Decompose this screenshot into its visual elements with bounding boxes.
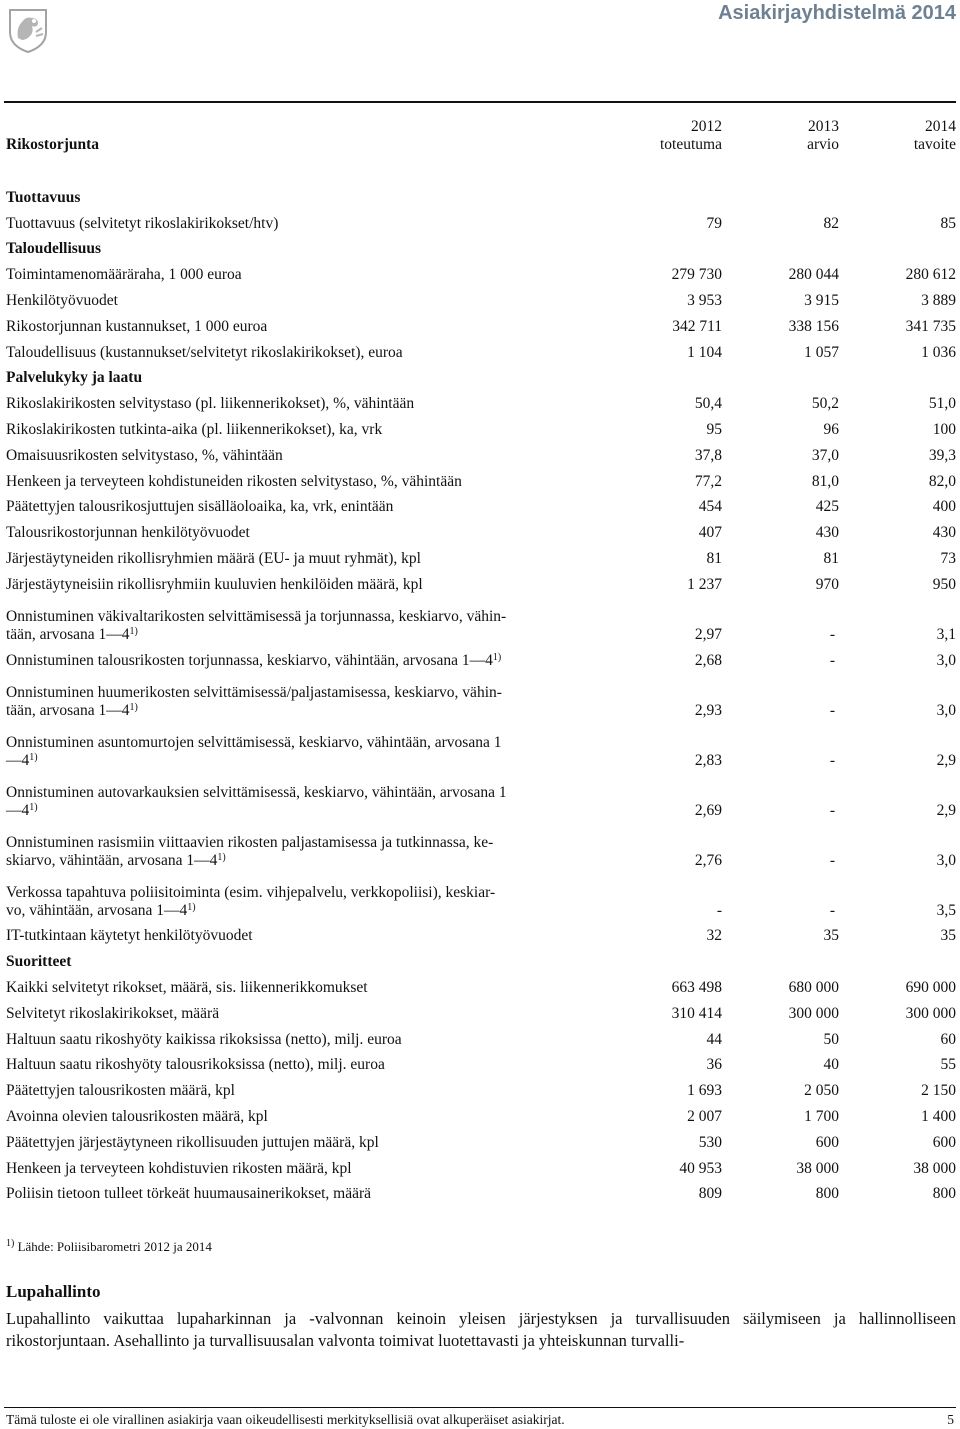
cell-2014: 800 bbox=[932, 1185, 956, 1203]
cell-2012: 32 bbox=[706, 927, 722, 945]
section-row bbox=[6, 233, 956, 259]
cell-2013: 1 057 bbox=[804, 343, 839, 361]
cell-2012: 79 bbox=[706, 214, 722, 232]
cell-2013: 1 700 bbox=[804, 1107, 839, 1125]
row-label bbox=[6, 439, 606, 465]
cell-2013: - bbox=[829, 851, 835, 869]
row-label-text: Selvitetyt rikoslakirikokset, määrä bbox=[6, 1004, 220, 1022]
cell-2013: - bbox=[829, 625, 835, 643]
row-label-text: Talousrikostorjunnan henkilötyövuodet bbox=[6, 524, 250, 542]
cell-2013: 81,0 bbox=[811, 472, 839, 490]
cell-2013: 2 050 bbox=[804, 1082, 839, 1100]
row-label-text: Henkeen ja terveyteen kohdistuvien rikosten määrä, kpl bbox=[6, 1159, 352, 1177]
row-label-line2: tään, arvosana 1—4 bbox=[6, 625, 130, 643]
table-row bbox=[6, 284, 956, 310]
cell-2012: 454 bbox=[698, 498, 722, 516]
row-label bbox=[6, 870, 606, 920]
row-label bbox=[6, 336, 606, 362]
row-label-text: Järjestäytyneiden rikollisryhmien määrä (EU- ja muut ryhmät), kpl bbox=[6, 549, 421, 567]
row-label-text: IT-tutkintaan käytetyt henkilötyövuodet bbox=[6, 927, 253, 945]
row-label bbox=[6, 997, 606, 1023]
cell-2014: 2,9 bbox=[936, 801, 956, 819]
table-row bbox=[6, 820, 956, 870]
footnote-marker: 1) bbox=[6, 1238, 15, 1249]
cell-2012: 407 bbox=[698, 524, 722, 542]
table-row bbox=[6, 644, 956, 670]
cell-2013: - bbox=[829, 701, 835, 719]
table-row bbox=[6, 336, 956, 362]
cell-2012: 2,97 bbox=[694, 625, 722, 643]
table-row bbox=[6, 491, 956, 517]
cell-2013: 430 bbox=[815, 524, 839, 542]
cell-2013: 81 bbox=[823, 549, 839, 567]
cell-2014: 3 889 bbox=[921, 291, 956, 309]
table-row bbox=[6, 1100, 956, 1126]
cell-2013: 96 bbox=[823, 420, 839, 438]
row-label bbox=[6, 1100, 606, 1126]
cell-2012: 2,68 bbox=[694, 651, 722, 669]
row-label-line2: —4 bbox=[6, 751, 30, 769]
rikostorjunta-table bbox=[6, 106, 956, 1203]
cell-2014: 3,0 bbox=[936, 701, 956, 719]
row-label-text: Rikostorjunnan kustannukset, 1 000 euroa bbox=[6, 317, 268, 335]
cell-2012: 1 693 bbox=[687, 1082, 722, 1100]
row-label bbox=[6, 770, 606, 820]
cell-2014: 85 bbox=[940, 214, 956, 232]
cell-2013: - bbox=[829, 801, 835, 819]
footnote-reference: 1) bbox=[129, 625, 138, 637]
cell-2014: 2,9 bbox=[936, 751, 956, 769]
row-label bbox=[6, 820, 606, 870]
table-row bbox=[6, 258, 956, 284]
cell-2014: 690 000 bbox=[905, 978, 956, 996]
cell-2012: 342 711 bbox=[672, 317, 722, 335]
cell-2014: 60 bbox=[940, 1030, 956, 1048]
cell-2014: 1 036 bbox=[921, 343, 956, 361]
cell-2014: 430 bbox=[932, 524, 956, 542]
row-label-line1: Onnistuminen asuntomurtojen selvittämisessä, keskiarvo, vähintään, arvosana 1 bbox=[6, 733, 502, 751]
row-label-text: Haltuun saatu rikoshyöty kaikissa rikoksissa (netto), milj. euroa bbox=[6, 1030, 402, 1048]
row-label bbox=[6, 644, 606, 670]
cell-2014: 2 150 bbox=[921, 1082, 956, 1100]
cell-2012: 37,8 bbox=[694, 446, 722, 464]
footnote-text: Lähde: Poliisibarometri 2012 ja 2014 bbox=[17, 1239, 212, 1254]
section-label: Tuottavuus bbox=[6, 188, 81, 206]
row-label-line2: —4 bbox=[6, 801, 30, 819]
row-label bbox=[6, 258, 606, 284]
column-header-2014: 2014 tavoite bbox=[913, 118, 956, 153]
table-row bbox=[6, 670, 956, 720]
section-row bbox=[6, 945, 956, 971]
cell-2013: 82 bbox=[823, 214, 839, 232]
cell-2013: 37,0 bbox=[811, 446, 839, 464]
cell-2013: 800 bbox=[815, 1185, 839, 1203]
cell-2013: 35 bbox=[823, 927, 839, 945]
cell-2014: 300 000 bbox=[905, 1004, 956, 1022]
row-label bbox=[6, 465, 606, 491]
table-row bbox=[6, 1074, 956, 1100]
row-label-line1: Verkossa tapahtuva poliisitoiminta (esim. vihjepalvelu, verkkopoliisi), keskiar- bbox=[6, 883, 496, 901]
cell-2014: 400 bbox=[932, 498, 956, 516]
row-label-text: Henkeen ja terveyteen kohdistuneiden rikosten selvitystaso, %, vähintään bbox=[6, 472, 462, 490]
table-row bbox=[6, 1152, 956, 1178]
cell-2012: 530 bbox=[698, 1133, 722, 1151]
cell-2013: 680 000 bbox=[788, 978, 839, 996]
row-label bbox=[6, 971, 606, 997]
cell-2014: 39,3 bbox=[928, 446, 956, 464]
row-label-text: Rikoslakirikosten tutkinta-aika (pl. liikennerikokset), ka, vrk bbox=[6, 420, 383, 438]
row-label-text: Poliisin tietoon tulleet törkeät huumausainerikokset, määrä bbox=[6, 1185, 372, 1203]
section-label: Suoritteet bbox=[6, 953, 72, 971]
footer-rule bbox=[4, 1407, 956, 1408]
footnote-reference: 1) bbox=[217, 851, 226, 863]
cell-2012: 2,76 bbox=[694, 851, 722, 869]
row-label bbox=[6, 542, 606, 568]
footnote-reference: 1) bbox=[29, 801, 38, 813]
row-label-text: Henkilötyövuodet bbox=[6, 291, 118, 309]
cell-2012: 2 007 bbox=[687, 1107, 722, 1125]
table-row bbox=[6, 997, 956, 1023]
cell-2013: 600 bbox=[815, 1133, 839, 1151]
cell-2012: 2,83 bbox=[694, 751, 722, 769]
row-label bbox=[6, 1126, 606, 1152]
table-row bbox=[6, 207, 956, 233]
cell-2013: - bbox=[829, 901, 835, 919]
cell-2014: 950 bbox=[932, 575, 956, 593]
cell-2013: 300 000 bbox=[788, 1004, 839, 1022]
row-label-line1: Onnistuminen väkivaltarikosten selvittämisessä ja torjunnassa, keskiarvo, vähin- bbox=[6, 607, 507, 625]
cell-2014: 35 bbox=[940, 927, 956, 945]
cell-2012: 279 730 bbox=[671, 266, 722, 284]
table-row bbox=[6, 920, 956, 946]
cell-2013: 50,2 bbox=[811, 395, 839, 413]
row-label bbox=[6, 568, 606, 594]
cell-2012: 809 bbox=[698, 1185, 722, 1203]
cell-2012: 44 bbox=[706, 1030, 722, 1048]
row-label-text: Taloudellisuus (kustannukset/selvitetyt rikoslakirikokset), euroa bbox=[6, 343, 403, 361]
row-label bbox=[6, 1152, 606, 1178]
cell-2013: 40 bbox=[823, 1056, 839, 1074]
table-row bbox=[6, 413, 956, 439]
table-row bbox=[6, 439, 956, 465]
row-label bbox=[6, 387, 606, 413]
cell-2013: 38 000 bbox=[796, 1159, 839, 1177]
cell-2014: 3,0 bbox=[936, 851, 956, 869]
footnote-reference: 1) bbox=[29, 751, 38, 763]
table-title: Rikostorjunta bbox=[6, 136, 100, 153]
row-label-text: Päätettyjen talousrikosjuttujen sisälläoloaika, ka, vrk, enintään bbox=[6, 498, 394, 516]
cell-2012: 310 414 bbox=[671, 1004, 722, 1022]
row-label-text: Päätettyjen talousrikosten määrä, kpl bbox=[6, 1082, 235, 1100]
spacer-row bbox=[6, 154, 956, 181]
row-label-line2: tään, arvosana 1—4 bbox=[6, 701, 130, 719]
table-row bbox=[6, 1023, 956, 1049]
row-label bbox=[6, 284, 606, 310]
section-row bbox=[6, 181, 956, 207]
section-paragraph: Lupahallinto vaikuttaa lupaharkinnan ja -valvonnan keinoin yleisen järjestyksen ja turvallisuuden säilymiseen ja hallinnolliseen rikostorjuntaan. Asehallinto ja turvallisuusalan valvonta toimivat luotettavasti ja yhteiskunnan turvalli- bbox=[6, 1309, 956, 1350]
section-row bbox=[6, 362, 956, 388]
cell-2012: 50,4 bbox=[694, 395, 722, 413]
row-label bbox=[6, 1023, 606, 1049]
row-label bbox=[6, 491, 606, 517]
table-row bbox=[6, 568, 956, 594]
cell-2012: 95 bbox=[706, 420, 722, 438]
cell-2013: 50 bbox=[823, 1030, 839, 1048]
cell-2012: 81 bbox=[706, 549, 722, 567]
table-row bbox=[6, 1178, 956, 1204]
cell-2014: 1 400 bbox=[921, 1107, 956, 1125]
table-row bbox=[6, 465, 956, 491]
cell-2013: - bbox=[829, 651, 835, 669]
table-row bbox=[6, 870, 956, 920]
cell-2014: 3,0 bbox=[936, 651, 956, 669]
cell-2014: 51,0 bbox=[928, 395, 956, 413]
cell-2012: 77,2 bbox=[694, 472, 722, 490]
column-header-2012: 2012 toteutuma bbox=[660, 118, 722, 153]
cell-2012: 3 953 bbox=[687, 291, 722, 309]
footnote-reference: 1) bbox=[187, 901, 196, 913]
lion-coat-of-arms-icon bbox=[6, 4, 50, 54]
cell-2012: 2,69 bbox=[694, 801, 722, 819]
cell-2013: 338 156 bbox=[788, 317, 839, 335]
table-row bbox=[6, 770, 956, 820]
cell-2014: 600 bbox=[932, 1133, 956, 1151]
cell-2014: 73 bbox=[940, 549, 956, 567]
cell-2012: 663 498 bbox=[671, 978, 722, 996]
row-label bbox=[6, 1049, 606, 1075]
cell-2014: 3,1 bbox=[936, 625, 956, 643]
row-label-text: Haltuun saatu rikoshyöty talousrikoksissa (netto), milj. euroa bbox=[6, 1056, 385, 1074]
row-label bbox=[6, 516, 606, 542]
row-label bbox=[6, 670, 606, 720]
cell-2012: 40 953 bbox=[679, 1159, 722, 1177]
table-header-row bbox=[6, 106, 956, 154]
page-number: 5 bbox=[947, 1412, 954, 1427]
row-label bbox=[6, 594, 606, 644]
table-row bbox=[6, 1126, 956, 1152]
table-row bbox=[6, 594, 956, 644]
section-heading: Lupahallinto bbox=[6, 1282, 101, 1301]
cell-2014: 55 bbox=[940, 1056, 956, 1074]
row-label bbox=[6, 1074, 606, 1100]
row-label-line1: Onnistuminen autovarkauksien selvittämisessä, keskiarvo, vähintään, arvosana 1 bbox=[6, 783, 507, 801]
row-label bbox=[6, 920, 606, 946]
footnote-reference: 1) bbox=[129, 701, 138, 713]
row-label-line2: vo, vähintään, arvosana 1—4 bbox=[6, 901, 188, 919]
section-label: Palvelukyky ja laatu bbox=[6, 369, 143, 387]
row-label-text: Järjestäytyneisiin rikollisryhmiin kuuluvien henkilöiden määrä, kpl bbox=[6, 575, 423, 593]
table-row bbox=[6, 387, 956, 413]
row-label bbox=[6, 310, 606, 336]
row-label-text: Kaikki selvitetyt rikokset, määrä, sis. liikennerikkomukset bbox=[6, 978, 368, 996]
section-label: Taloudellisuus bbox=[6, 240, 102, 258]
cell-2012: 2,93 bbox=[694, 701, 722, 719]
cell-2014: 82,0 bbox=[928, 472, 956, 490]
row-label-text: Omaisuusrikosten selvitystaso, %, vähintään bbox=[6, 446, 283, 464]
cell-2014: 100 bbox=[932, 420, 956, 438]
row-label-text: Avoinna olevien talousrikosten määrä, kpl bbox=[6, 1107, 268, 1125]
row-label-line2: skiarvo, vähintään, arvosana 1—4 bbox=[6, 851, 218, 869]
footnote-reference: 1) bbox=[492, 651, 502, 663]
cell-2012: - bbox=[716, 901, 722, 919]
cell-2014: 341 735 bbox=[905, 317, 956, 335]
row-label bbox=[6, 207, 606, 233]
cell-2013: 3 915 bbox=[804, 291, 839, 309]
table-row bbox=[6, 542, 956, 568]
row-label-text: Tuottavuus (selvitetyt rikoslakirikokset/htv) bbox=[6, 214, 279, 232]
cell-2014: 3,5 bbox=[936, 901, 956, 919]
cell-2012: 36 bbox=[706, 1056, 722, 1074]
row-label-text: Rikoslakirikosten selvitystaso (pl. liikennerikokset), %, vähintään bbox=[6, 395, 415, 413]
cell-2013: 280 044 bbox=[788, 266, 839, 284]
cell-2013: 970 bbox=[815, 575, 839, 593]
cell-2014: 280 612 bbox=[905, 266, 956, 284]
table-row bbox=[6, 1049, 956, 1075]
row-label bbox=[6, 1178, 606, 1204]
cell-2012: 1 104 bbox=[687, 343, 722, 361]
column-header-2013: 2013 arvio bbox=[807, 118, 839, 153]
table-row bbox=[6, 720, 956, 770]
cell-2012: 1 237 bbox=[687, 575, 722, 593]
row-label bbox=[6, 720, 606, 770]
row-label-text: Onnistuminen talousrikosten torjunnassa, keskiarvo, vähintään, arvosana 1—4 bbox=[6, 651, 493, 669]
footer-disclaimer: Tämä tuloste ei ole virallinen asiakirja vaan oikeudellisesti merkityksellisiä ovat alkuperäiset asiakirjat. bbox=[6, 1412, 565, 1427]
table-row bbox=[6, 971, 956, 997]
row-label-line1: Onnistuminen huumerikosten selvittämisessä/paljastamisessa, keskiarvo, vähin- bbox=[6, 683, 502, 701]
cell-2013: 425 bbox=[815, 498, 839, 516]
document-title: Asiakirjayhdistelmä 2014 bbox=[718, 2, 956, 24]
cell-2014: 38 000 bbox=[913, 1159, 956, 1177]
row-label bbox=[6, 413, 606, 439]
row-label-text: Toimintamenomääräraha, 1 000 euroa bbox=[6, 266, 242, 284]
footnote bbox=[6, 1239, 212, 1255]
table-row bbox=[6, 516, 956, 542]
row-label-line1: Onnistuminen rasismiin viittaavien rikosten paljastamisessa ja tutkinnassa, ke- bbox=[6, 833, 494, 851]
table-row bbox=[6, 310, 956, 336]
cell-2013: - bbox=[829, 751, 835, 769]
table-top-rule bbox=[4, 101, 956, 103]
row-label-text: Päätettyjen järjestäytyneen rikollisuuden juttujen määrä, kpl bbox=[6, 1133, 379, 1151]
